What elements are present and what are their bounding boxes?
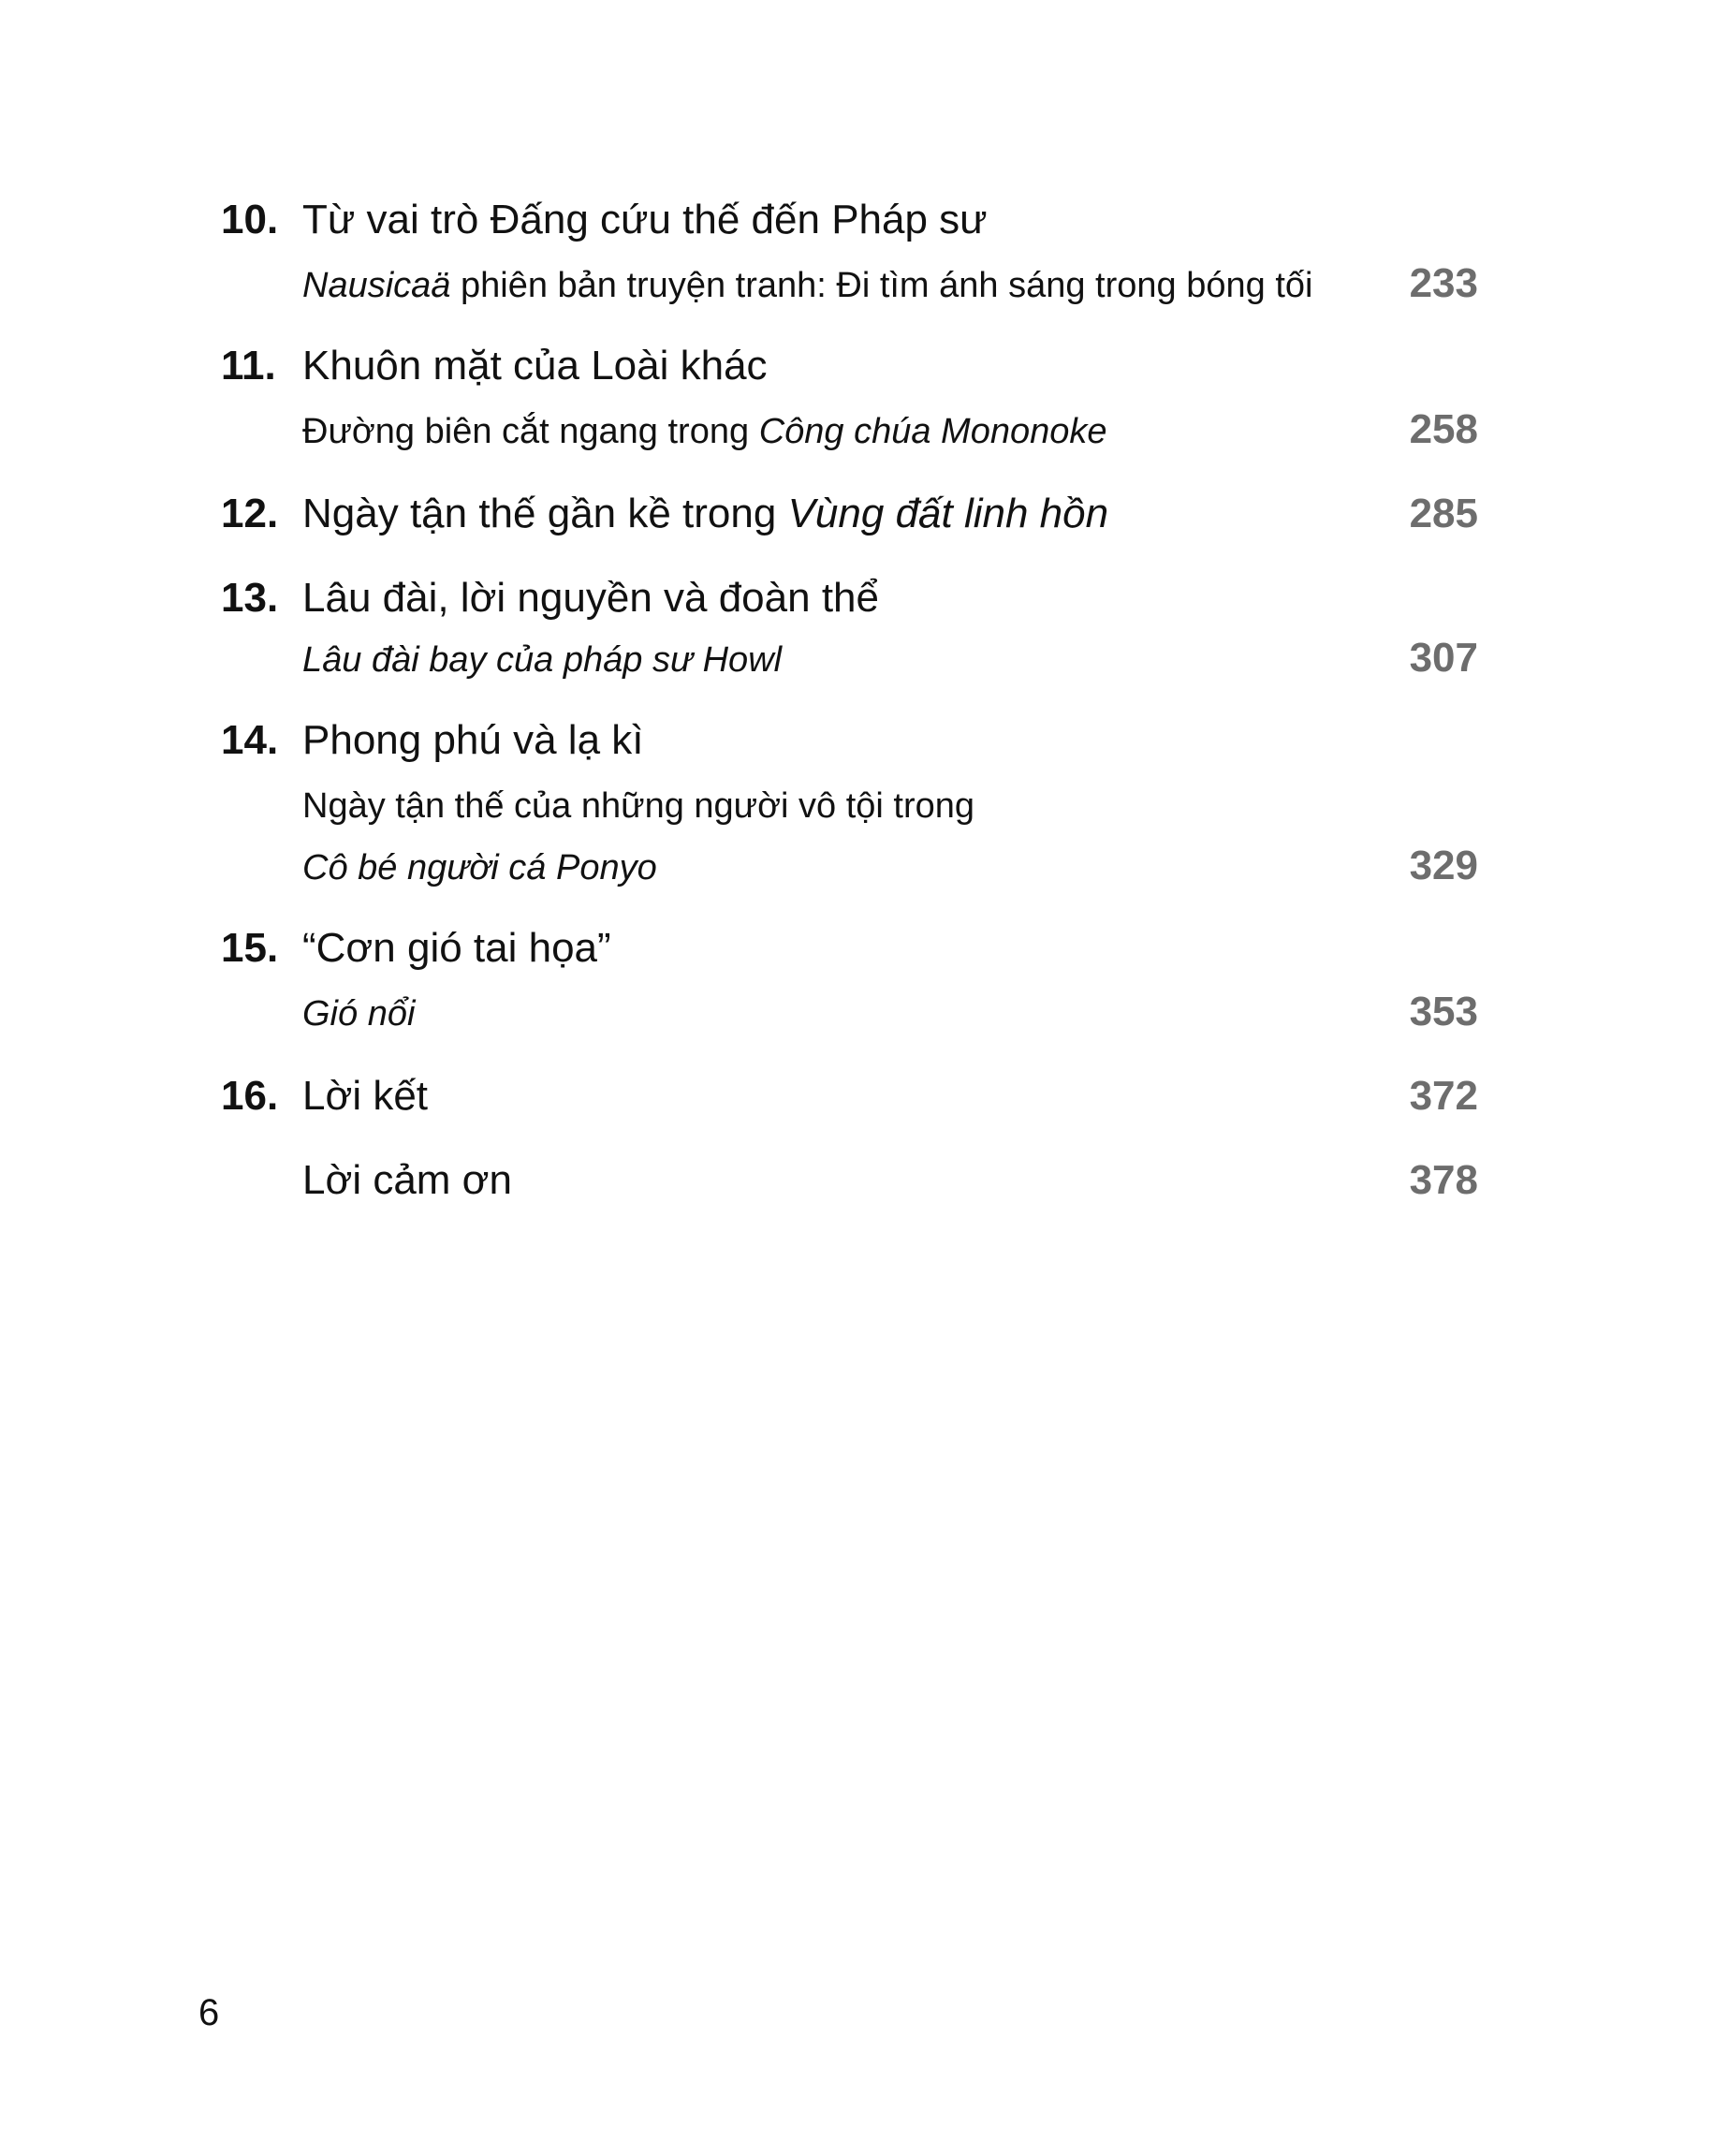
entry-title: “Cơn gió tai họa” — [302, 925, 611, 971]
subtitle-plain: phiên bản truyện tranh: Đi tìm ánh sáng trong bóng tối — [450, 266, 1313, 305]
title-italic: Vùng đất linh hồn — [787, 491, 1109, 536]
entry-number: 16. — [221, 1073, 279, 1119]
entry-title: Lâu đài, lời nguyền và đoàn thể — [302, 575, 879, 621]
page-number: 329 — [1409, 843, 1478, 888]
entry-number: 13. — [221, 575, 279, 621]
entry-subtitle: Ngày tận thế của những người vô tội trong — [302, 786, 975, 826]
entry-subtitle: Gió nổi — [302, 994, 416, 1034]
subtitle-italic: Nausicaä — [302, 266, 451, 305]
page-number: 258 — [1409, 406, 1478, 452]
page-number: 372 — [1409, 1073, 1478, 1119]
entry-number: 12. — [221, 491, 279, 536]
page-number: 307 — [1409, 635, 1478, 681]
page-number: 378 — [1409, 1157, 1478, 1203]
entry-number: 15. — [221, 925, 279, 971]
entry-title: Phong phú và lạ kì — [302, 717, 644, 763]
entry-number: 11. — [221, 343, 276, 389]
entry-subtitle: Lâu đài bay của pháp sư Howl — [302, 640, 783, 680]
entry-subtitle: Cô bé người cá Ponyo — [302, 848, 657, 887]
title-plain: Ngày tận thế gần kề trong — [302, 491, 788, 536]
entry-title: Khuôn mặt của Loài khác — [302, 343, 768, 389]
entry-subtitle — [302, 412, 1107, 452]
entry-title: Lời cảm ơn — [302, 1157, 512, 1203]
entry-subtitle — [302, 266, 1312, 306]
entry-title: Lời kết — [302, 1073, 429, 1119]
page-folio: 6 — [198, 1992, 220, 2033]
subtitle-plain: Đường biên cắt ngang trong — [302, 412, 759, 451]
entry-number: 14. — [221, 717, 279, 763]
subtitle-italic: Công chúa Mononoke — [758, 412, 1107, 451]
page-number: 233 — [1409, 260, 1478, 306]
entry-title — [302, 491, 1108, 537]
entry-number: 10. — [221, 197, 279, 242]
page-number: 353 — [1409, 989, 1478, 1034]
page-number: 285 — [1409, 491, 1478, 536]
entry-title: Từ vai trò Đấng cứu thế đến Pháp sư — [302, 197, 988, 242]
